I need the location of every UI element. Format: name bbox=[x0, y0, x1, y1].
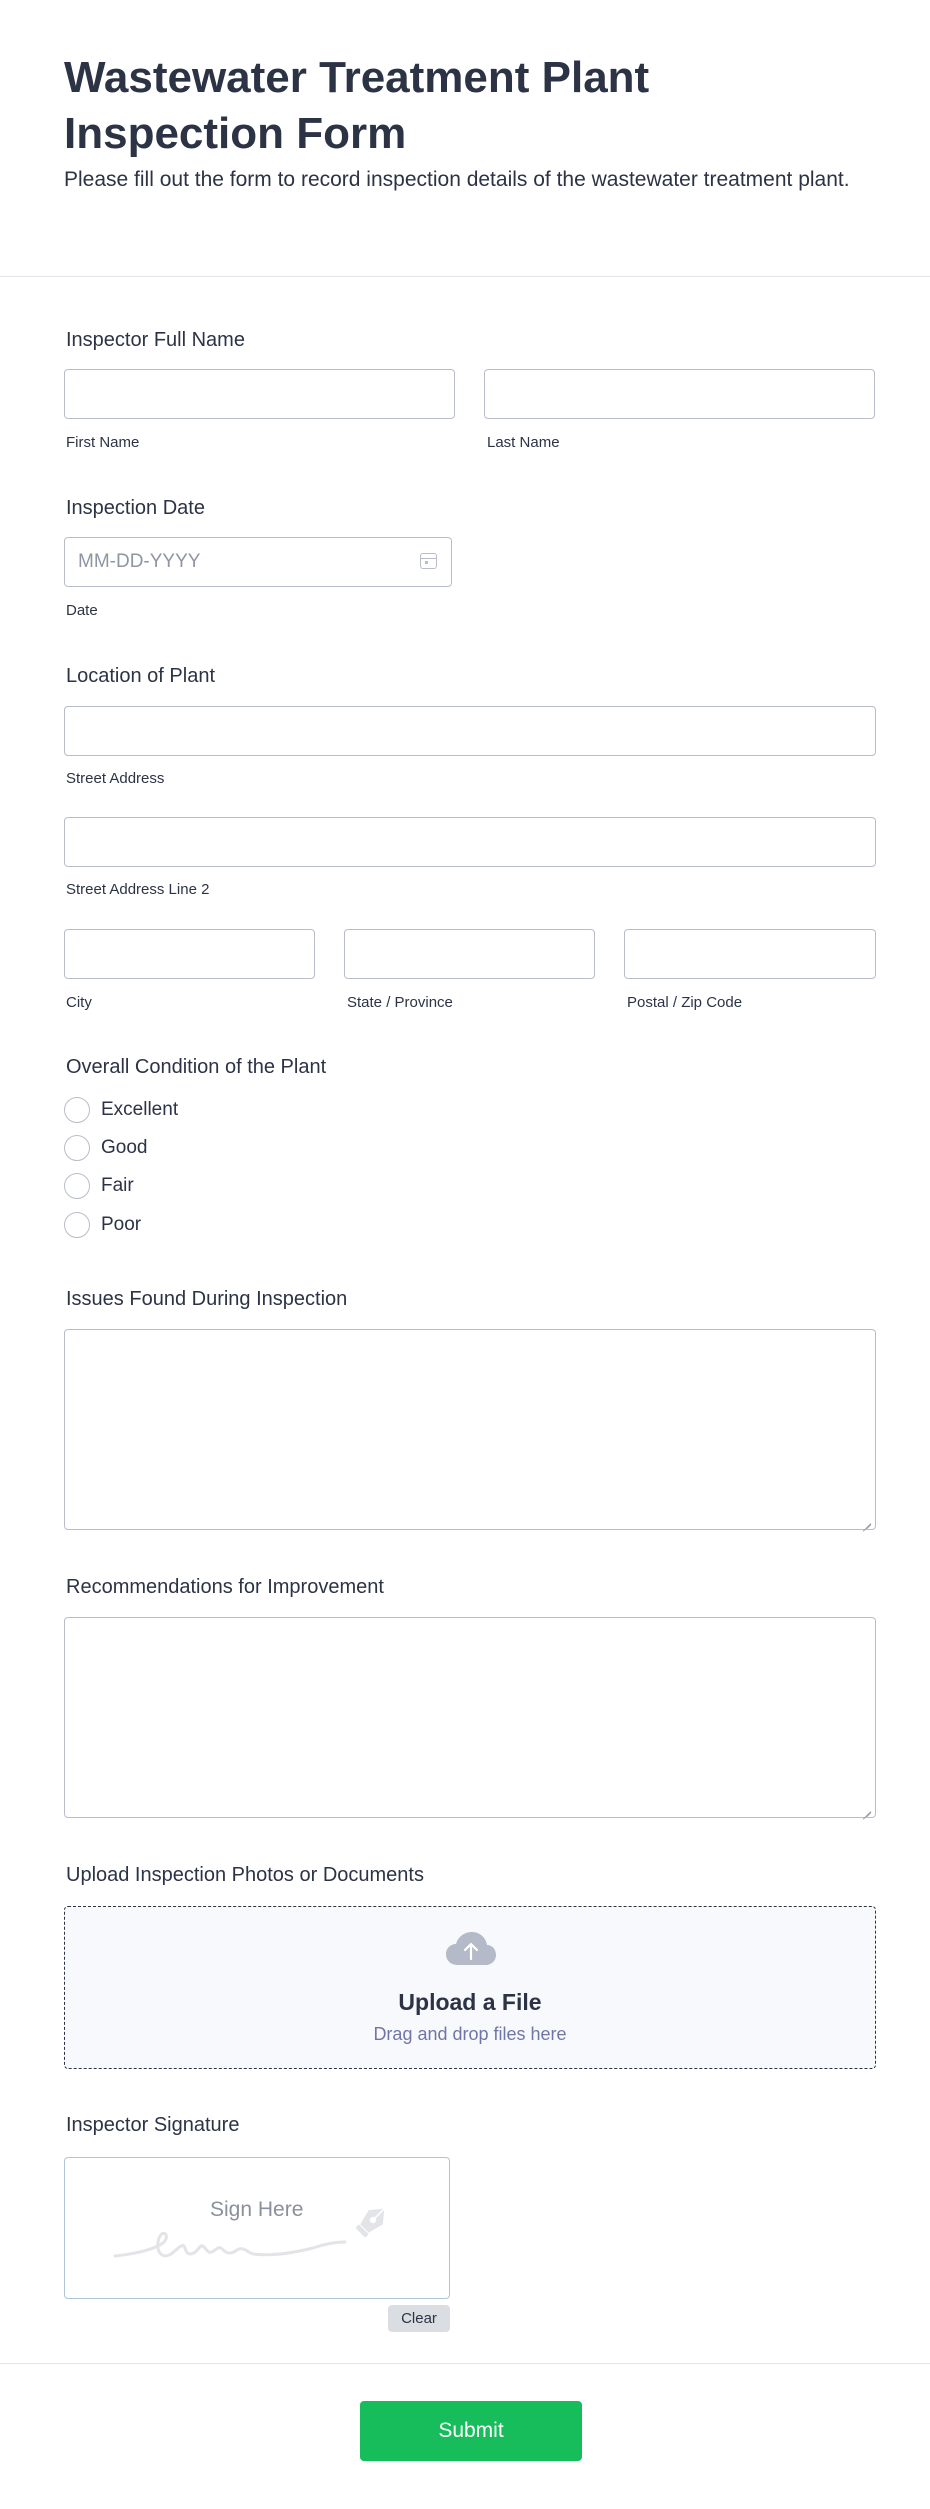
pen-nib-icon bbox=[351, 2198, 395, 2242]
radio-button[interactable] bbox=[64, 1212, 90, 1238]
radio-button[interactable] bbox=[64, 1173, 90, 1199]
signature-label: Inspector Signature bbox=[66, 2114, 240, 2136]
upload-title: Upload a File bbox=[398, 1989, 542, 2015]
submit-button[interactable]: Submit bbox=[360, 2401, 582, 2461]
zip-input[interactable] bbox=[624, 929, 876, 979]
signature-placeholder: Sign Here bbox=[210, 2198, 304, 2221]
radio-label: Excellent bbox=[101, 1099, 179, 1120]
state-input[interactable] bbox=[344, 929, 595, 979]
calendar-icon[interactable] bbox=[420, 553, 437, 569]
location-label: Location of Plant bbox=[66, 665, 215, 687]
date-placeholder: MM-DD-YYYY bbox=[78, 551, 201, 572]
file-upload-dropzone[interactable] bbox=[64, 1906, 876, 2069]
date-sublabel: Date bbox=[66, 602, 98, 619]
recommendations-textarea[interactable] bbox=[64, 1617, 876, 1818]
inspector-name-label: Inspector Full Name bbox=[66, 329, 245, 351]
form-title: Wastewater Treatment Plant Inspection Form bbox=[64, 53, 650, 158]
street-address-line2-input[interactable] bbox=[64, 817, 876, 867]
recommendations-label: Recommendations for Improvement bbox=[66, 1576, 384, 1598]
form-header bbox=[0, 0, 930, 277]
first-name-input[interactable] bbox=[64, 369, 455, 419]
issues-label: Issues Found During Inspection bbox=[66, 1288, 348, 1310]
radio-button[interactable] bbox=[64, 1097, 90, 1123]
resize-handle-icon[interactable] bbox=[862, 1804, 871, 1813]
street-address-line2-sublabel: Street Address Line 2 bbox=[66, 881, 210, 898]
condition-label: Overall Condition of the Plant bbox=[66, 1056, 327, 1078]
street-address-sublabel: Street Address bbox=[66, 770, 165, 787]
inspection-date-input[interactable] bbox=[64, 537, 452, 587]
upload-label: Upload Inspection Photos or Documents bbox=[66, 1864, 424, 1886]
radio-label: Good bbox=[101, 1137, 148, 1158]
radio-label: Poor bbox=[101, 1214, 142, 1235]
inspection-date-label: Inspection Date bbox=[66, 497, 205, 519]
first-name-sublabel: First Name bbox=[66, 434, 140, 451]
clear-signature-button[interactable]: Clear bbox=[388, 2305, 450, 2332]
upload-subtitle: Drag and drop files here bbox=[373, 2024, 567, 2044]
issues-textarea[interactable] bbox=[64, 1329, 876, 1530]
last-name-input[interactable] bbox=[484, 369, 875, 419]
radio-label: Fair bbox=[101, 1175, 134, 1196]
street-address-input[interactable] bbox=[64, 706, 876, 756]
city-sublabel: City bbox=[66, 994, 92, 1011]
resize-handle-icon[interactable] bbox=[862, 1516, 871, 1525]
radio-button[interactable] bbox=[64, 1135, 90, 1161]
city-input[interactable] bbox=[64, 929, 315, 979]
cloud-upload-icon bbox=[445, 1931, 497, 1967]
state-sublabel: State / Province bbox=[347, 994, 453, 1011]
signature-pad[interactable] bbox=[64, 2157, 450, 2299]
zip-sublabel: Postal / Zip Code bbox=[627, 994, 743, 1011]
form-subtitle: Please fill out the form to record inspection details of the wastewater treatment plant. bbox=[64, 168, 850, 191]
last-name-sublabel: Last Name bbox=[487, 434, 560, 451]
